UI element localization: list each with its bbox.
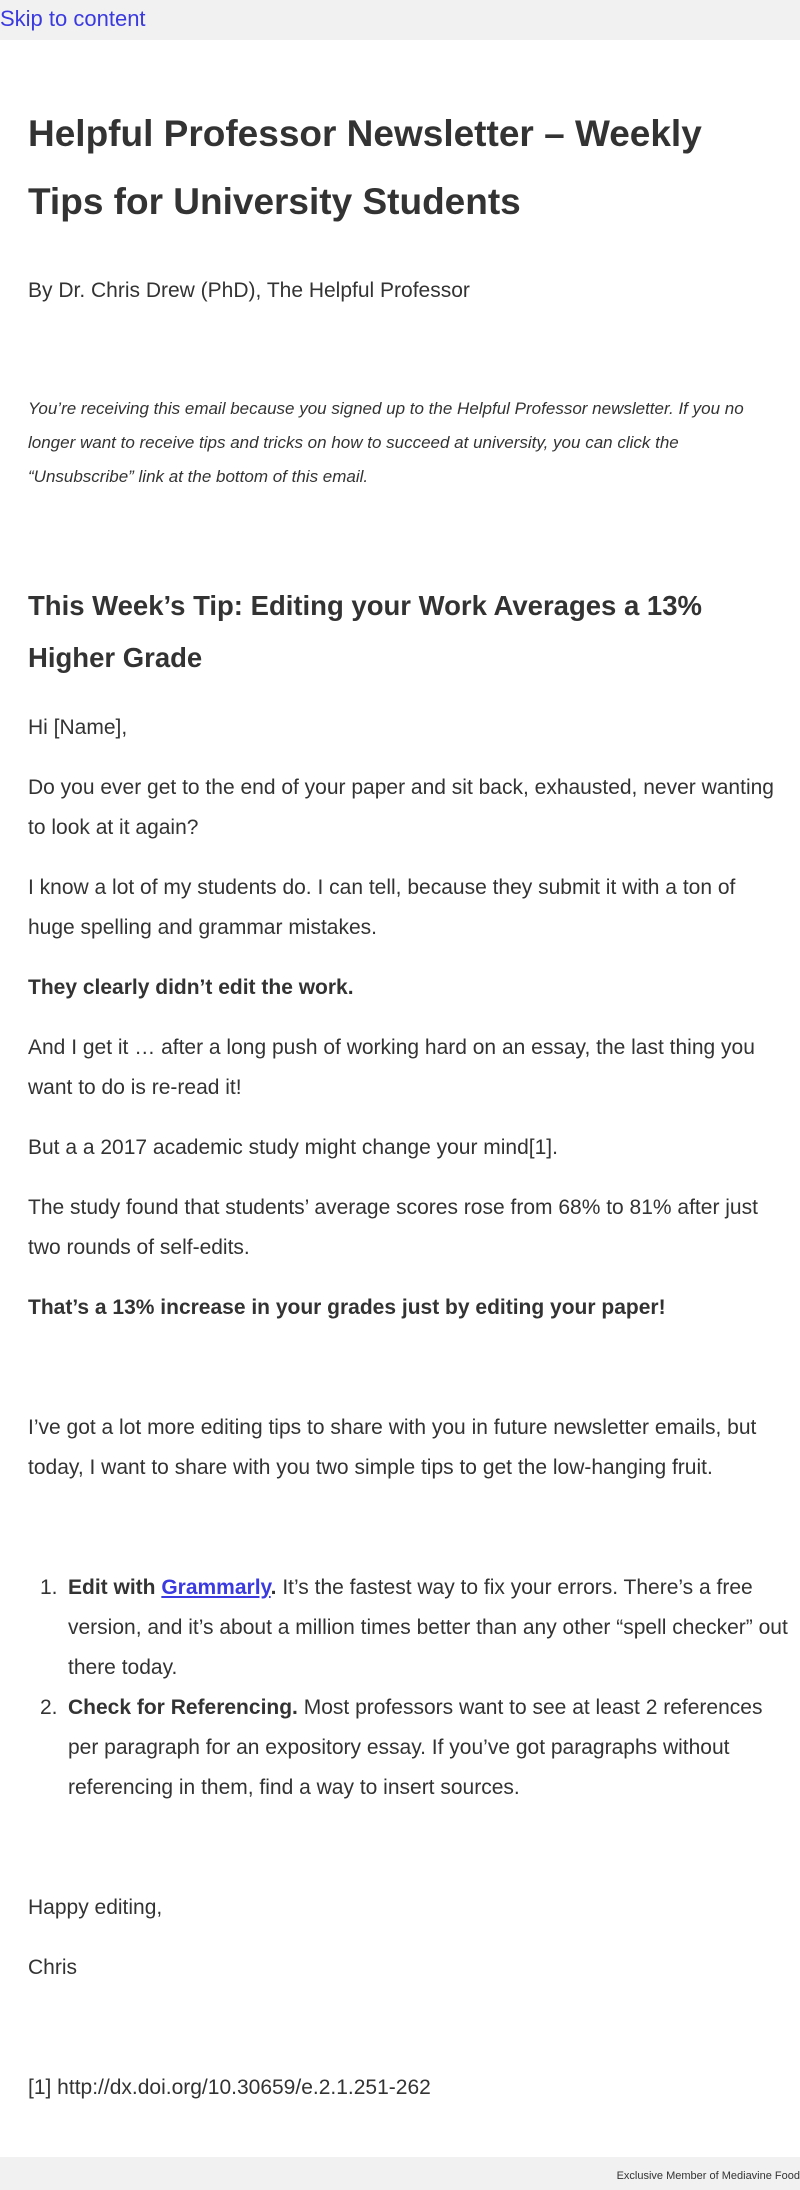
- paragraph-1: Do you ever get to the end of your paper and sit back, exhausted, never wanting to look at it again?: [28, 776, 774, 839]
- tip-lead: Edit with: [68, 1576, 162, 1599]
- paragraph-6: The study found that students’ average scores rose from 68% to 81% after just two rounds of self-edits.: [28, 1196, 758, 1259]
- page-title: Helpful Professor Newsletter – Weekly Tips for University Students: [28, 113, 702, 222]
- tip-text: It’s the fastest way to fix your errors. There’s a free version, and it’s about a million times better than any other “spell checker” out there today.: [68, 1576, 788, 1679]
- paragraph-8: I’ve got a lot more editing tips to share with you in future newsletter emails, but today, I want to share with you two simple tips to get the low-hanging fruit.: [28, 1416, 757, 1479]
- list-number: 2.: [40, 1696, 58, 1719]
- mediavine-footer-text: Exclusive Member of Mediavine Food: [616, 2170, 800, 2182]
- subscription-notice: You’re receiving this email because you signed up to the Helpful Professor newsletter. If you no longer want to receive tips and tricks on how to succeed at university, you can click the “Unsubscribe” link at the bottom of this email.: [28, 399, 744, 486]
- skip-bar: [0, 0, 800, 40]
- paragraph-7-bold: That’s a 13% increase in your grades just by editing your paper!: [28, 1296, 666, 1319]
- tip-heading: This Week’s Tip: Editing your Work Averages a 13% Higher Grade: [28, 590, 702, 673]
- skip-to-content-link[interactable]: Skip to content: [0, 6, 146, 31]
- list-item: [40, 1568, 798, 1688]
- list-number: 1.: [40, 1576, 58, 1599]
- signature: Chris: [28, 1956, 78, 1979]
- grammarly-link[interactable]: Grammarly: [161, 1576, 271, 1599]
- signoff: Happy editing,: [28, 1896, 163, 1919]
- paragraph-4: And I get it … after a long push of working hard on an essay, the last thing you want to do is re-read it!: [28, 1036, 755, 1099]
- tips-list: [40, 1568, 798, 1808]
- tip-text: Most professors want to see at least 2 references per paragraph for an expository essay. If you’ve got paragraphs without referencing in them, find a way to insert sources.: [68, 1696, 763, 1799]
- reference-footnote: [1] http://dx.doi.org/10.30659/e.2.1.251-262: [28, 2076, 431, 2099]
- paragraph-5: But a a 2017 academic study might change your mind[1].: [28, 1136, 558, 1159]
- byline: By Dr. Chris Drew (PhD), The Helpful Professor: [28, 279, 470, 302]
- greeting: Hi [Name],: [28, 716, 128, 739]
- paragraph-3-bold: They clearly didn’t edit the work.: [28, 976, 354, 999]
- tip-lead-end: .: [270, 1576, 277, 1599]
- footer-bar: [0, 2157, 800, 2190]
- paragraph-2: I know a lot of my students do. I can tell, because they submit it with a ton of huge spelling and grammar mistakes.: [28, 876, 736, 939]
- list-item: [40, 1688, 798, 1808]
- tip-lead: Check for Referencing.: [68, 1696, 298, 1719]
